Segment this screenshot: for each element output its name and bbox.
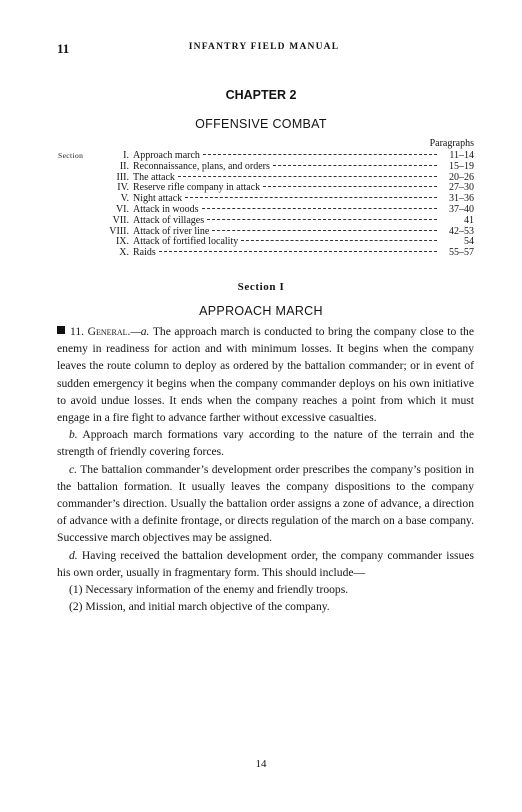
list-item: (1) Necessary information of the enemy and friendly troops. xyxy=(69,583,349,597)
toc-leader-dots xyxy=(273,165,437,166)
toc-leader-dots xyxy=(203,154,437,155)
toc-row xyxy=(58,162,474,173)
list-item: (2) Mission, and initial march objective of the company. xyxy=(69,600,330,614)
toc-section-number: VI. xyxy=(115,203,129,215)
toc-row xyxy=(58,216,474,227)
paragraph-11b xyxy=(57,426,474,460)
body-text xyxy=(57,323,474,615)
subparagraph-letter: c. xyxy=(69,462,78,476)
toc-leader-dots xyxy=(159,251,437,252)
paragraph-text: The battalion commander’s development order prescribes the company’s position in the battalion formation. It usually leaves the company dispositions to the company commander’s direction. Usually the battalion order assigns a zone of advance, a direction of advance with a definite frontage, or directs regulation of the march on a base company. Successive march objectives may be assigned. xyxy=(57,462,474,545)
toc-leader-dots xyxy=(207,219,437,220)
header-title: INFANTRY FIELD MANUAL xyxy=(188,42,340,52)
toc-leader-dots xyxy=(241,240,437,241)
toc-section-title: Approach march xyxy=(133,150,200,161)
toc-section-title: Attack of fortified locality xyxy=(133,236,239,248)
toc-paragraph-range: 54 xyxy=(464,236,474,248)
paragraph-11a xyxy=(57,323,474,426)
toc-leader-dots xyxy=(212,230,437,231)
toc-section-title: Attack in woods xyxy=(133,203,199,215)
toc-row xyxy=(58,248,474,259)
toc-paragraph-range: 41 xyxy=(464,214,474,226)
toc-paragraph-range: 31–36 xyxy=(449,193,474,205)
paragraph-11d xyxy=(57,547,474,581)
page-number: 14 xyxy=(255,758,267,770)
toc-section-number: IX. xyxy=(115,236,129,248)
toc-section-number: V. xyxy=(120,193,129,205)
paragraphs-column-heading: Paragraphs xyxy=(429,138,474,149)
running-header xyxy=(57,41,471,55)
toc-leader-dots xyxy=(185,197,437,198)
paragraph-11c xyxy=(57,461,474,547)
toc-paragraph-range: 37–40 xyxy=(449,203,474,215)
toc-leader-dots xyxy=(263,186,437,187)
toc-section-title: Reconnaissance, plans, and orders xyxy=(133,160,270,172)
paragraph-text: The approach march is conducted to bring the company close to the enemy in readiness for action and with minimum losses. It begins when the company leaves the route column to deploy as ordered by the battalion commander; or in event of sudden emergency it begins when the company commander deploys on his own initiative to avoid undue losses. It ends when the company reaches a point from which it must engage in a fire fight to advance farther without excessive casualties. xyxy=(57,325,474,425)
chapter-title: OFFENSIVE COMBAT xyxy=(195,117,327,131)
section-title: APPROACH MARCH xyxy=(199,304,323,318)
paragraph-text: Having received the battalion development order, the company commander issues his own order, usually in fragmentary form. This should include— xyxy=(57,548,474,579)
subparagraph-letter: d. xyxy=(69,548,78,562)
subparagraph-letter: b. xyxy=(69,428,78,442)
toc-section-title: Night attack xyxy=(133,193,183,205)
toc-section-title: The attack xyxy=(133,171,175,183)
toc-paragraph-range: 11–14 xyxy=(449,150,474,161)
paragraph-number: 11. xyxy=(70,325,85,338)
toc-section-number: VIII. xyxy=(109,225,129,237)
toc-section-number: I. xyxy=(123,150,129,161)
table-of-contents xyxy=(58,151,474,259)
toc-leader-dots xyxy=(202,208,437,209)
toc-section-number: IV. xyxy=(117,182,129,194)
header-page-number: 11 xyxy=(57,41,70,56)
toc-section-title: Reserve rifle company in attack xyxy=(133,182,261,194)
section-label: Section I xyxy=(237,281,285,293)
toc-paragraph-range: 20–26 xyxy=(449,171,474,183)
toc-section-title: Raids xyxy=(133,247,156,259)
toc-section-number: III. xyxy=(116,171,129,183)
toc-section-title: Attack of villages xyxy=(133,214,205,226)
toc-section-label: Section xyxy=(58,151,84,160)
chapter-label: CHAPTER 2 xyxy=(225,88,297,102)
toc-paragraph-range: 27–30 xyxy=(449,182,474,194)
toc-paragraph-range: 55–57 xyxy=(449,247,474,259)
paragraph-heading: General. xyxy=(87,325,131,338)
toc-paragraph-range: 15–19 xyxy=(449,160,474,172)
toc-section-title: Attack of river line xyxy=(133,225,210,237)
toc-section-number: X. xyxy=(119,247,129,259)
paragraph-text: Approach march formations vary according to the nature of the terrain and the strength of friendly covering forces. xyxy=(57,428,474,459)
toc-paragraph-range: 42–53 xyxy=(449,225,474,237)
paragraph-marker-icon xyxy=(57,326,65,334)
toc-section-number: II. xyxy=(119,160,129,172)
toc-section-number: VII. xyxy=(112,214,129,226)
toc-leader-dots xyxy=(178,176,437,177)
subparagraph-letter: —a. xyxy=(130,325,150,338)
